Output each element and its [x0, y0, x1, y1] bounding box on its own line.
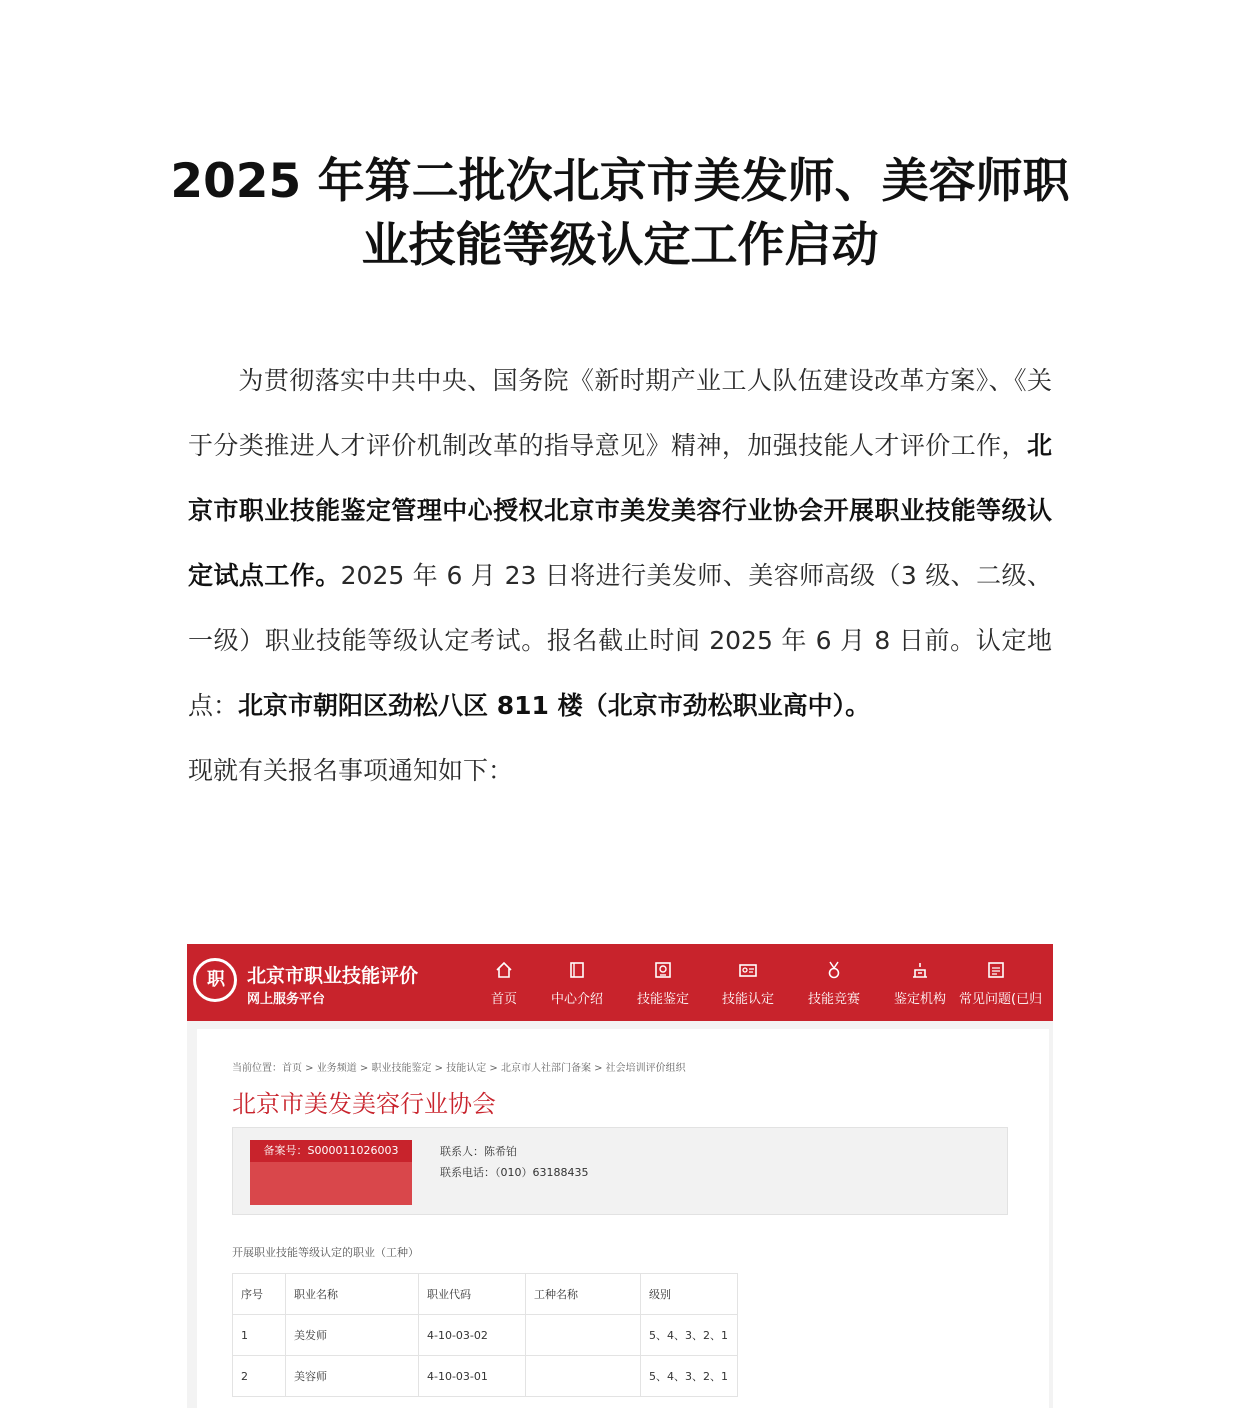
nav-label: 首页 — [490, 992, 517, 1007]
occupations-table — [232, 1273, 738, 1397]
table-cell: 美发师 — [286, 1315, 419, 1356]
table-cell — [526, 1315, 641, 1356]
nav-label: 常见问题(已归 — [959, 992, 1043, 1007]
table-row — [233, 1356, 738, 1397]
table-cell: 5、4、3、2、1 — [641, 1315, 738, 1356]
table-row — [233, 1315, 738, 1356]
table-cell: 4-10-03-02 — [419, 1315, 526, 1356]
nav-label: 技能竞赛 — [807, 992, 860, 1007]
nav-label: 技能认定 — [721, 992, 774, 1007]
paragraph-1-text-exam: 2025 年 6 月 23 日将进行美发师、美容师高级（3 级、二级、一级）职业技能等级认定考试。报名截止时间 2025 年 6 月 8 日前。认定地点： — [188, 561, 1052, 720]
table-header-cell: 工种名称 — [526, 1274, 641, 1315]
nav-item-faq[interactable] — [959, 960, 1053, 1007]
table-header-cell: 职业名称 — [286, 1274, 419, 1315]
contact-phone: 联系电话：（010）63188435 — [440, 1166, 589, 1179]
table-cell: 2 — [233, 1356, 286, 1397]
table-header-cell: 序号 — [233, 1274, 286, 1315]
embedded-website-screenshot — [187, 944, 1053, 1408]
contact-person: 联系人：陈希铂 — [440, 1145, 517, 1158]
table-cell: 4-10-03-01 — [419, 1356, 526, 1397]
article-title — [150, 150, 1090, 278]
breadcrumb: 当前位置：首页 > 业务频道 > 职业技能鉴定 > 技能认定 > 北京市人社部门备案 > 社会培训评价组织 — [232, 1063, 686, 1074]
table-header-cell: 职业代码 — [419, 1274, 526, 1315]
registration-badge — [250, 1140, 412, 1205]
nav-item-skill-certification[interactable] — [708, 960, 788, 1007]
table-cell — [526, 1356, 641, 1397]
home-icon — [494, 960, 514, 980]
nav-label: 鉴定机构 — [893, 992, 946, 1007]
contact-info — [440, 1141, 588, 1183]
title-line-2: 业技能等级认定工作启动 — [361, 218, 879, 273]
faq-icon — [986, 960, 1006, 980]
nav-item-home[interactable] — [464, 960, 544, 1007]
paragraph-1-text: 为贯彻落实中共中央、国务院《新时期产业工人队伍建设改革方案》、《关于分类推进人才评价机制改革的指导意见》精神，加强技能人才评价工作， — [188, 366, 1052, 460]
registration-number: 备案号：S000011026003 — [250, 1140, 412, 1162]
nav-label: 中心介绍 — [550, 992, 603, 1007]
org-info-box — [232, 1127, 1008, 1215]
table-cell: 美容师 — [286, 1356, 419, 1397]
table-header-row — [233, 1274, 738, 1315]
nav-label: 技能鉴定 — [636, 992, 689, 1007]
title-line-1: 2025 年第二批次北京市美发师、美容师职 — [170, 154, 1070, 209]
nav-item-competition[interactable] — [794, 960, 874, 1007]
site-logo: 职 — [193, 958, 237, 1002]
paragraph-1-bold-location: 北京市朝阳区劲松八区 811 楼（北京市劲松职业高中）。 — [238, 691, 871, 720]
nav-item-skill-appraisal[interactable] — [623, 960, 703, 1007]
table-cell: 5、4、3、2、1 — [641, 1356, 738, 1397]
table-cell: 1 — [233, 1315, 286, 1356]
paragraph-1-bold-authorization: 北京市职业技能鉴定管理中心授权北京市美发美容行业协会开展职业技能等级认定试点工作。 — [188, 431, 1052, 590]
site-name: 北京市职业技能评价 — [247, 965, 419, 987]
id-card-icon — [738, 960, 758, 980]
article-body — [188, 348, 1052, 803]
org-title: 北京市美发美容行业协会 — [232, 1090, 496, 1118]
medal-icon — [824, 960, 844, 980]
certificate-icon — [653, 960, 673, 980]
paragraph-2-text: 现就有关报名事项通知如下： — [188, 756, 514, 785]
book-icon — [567, 960, 587, 980]
building-icon — [910, 960, 930, 980]
content-panel — [197, 1029, 1049, 1408]
nav-item-about[interactable] — [537, 960, 617, 1007]
table-header-cell: 级别 — [641, 1274, 738, 1315]
nav-item-institutions[interactable] — [880, 960, 960, 1007]
site-subtitle: 网上服务平台 — [247, 992, 326, 1007]
occupations-section-label: 开展职业技能等级认定的职业（工种） — [232, 1246, 419, 1259]
site-header — [187, 944, 1053, 1021]
